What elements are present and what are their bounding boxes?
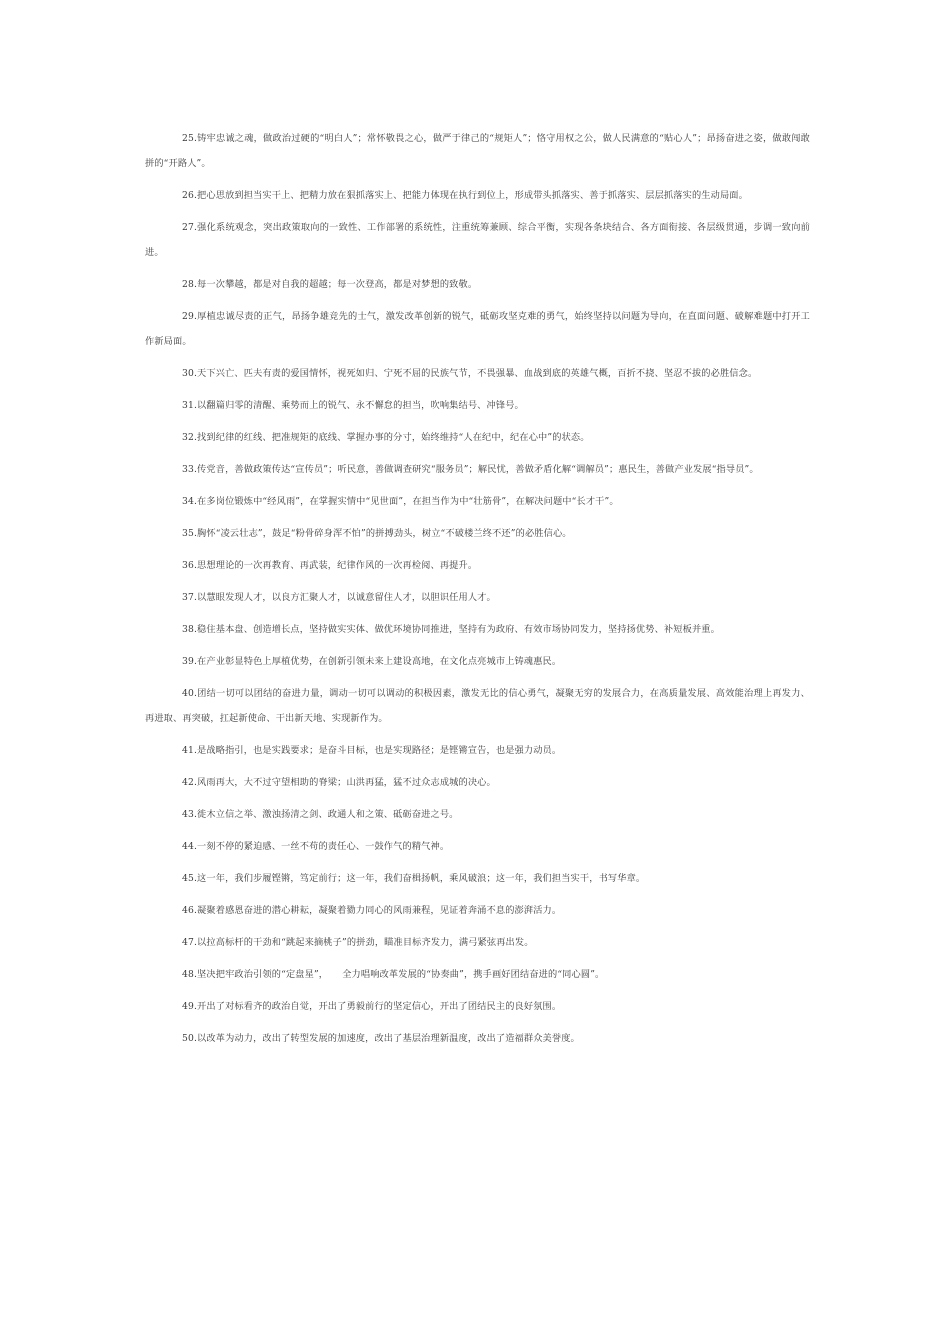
paragraph-32: 32.找到纪律的红线、把准规矩的底线、掌握办事的分寸，始终维持“人在纪中，纪在心中”的状态。	[182, 432, 590, 443]
paragraph-26: 26.把心思放到担当实干上、把精力放在狠抓落实上、把能力体现在执行到位上，形成带头抓落实、善于抓落实、层层抓落实的生动局面。	[182, 190, 748, 201]
paragraph-31: 31.以翻篇归零的清醒、乘势而上的锐气、永不懈怠的担当，吹响集结号、冲锋号。	[182, 400, 524, 411]
paragraph-35: 35.胸怀“凌云壮志”，鼓足“粉骨碎身浑不怕”的拼搏劲头，树立“不破楼兰终不还”的必胜信心。	[182, 528, 572, 539]
paragraph-46: 46.凝聚着感恩奋进的潜心耕耘，凝聚着勠力同心的风雨兼程，见证着奔涌不息的澎湃活力。	[182, 905, 562, 916]
paragraph-43: 43.徙木立信之举、激浊扬清之剑、政通人和之策、砥砺奋进之号。	[182, 809, 459, 820]
paragraph-29: 29.厚植忠诚尽责的正气，昂扬争雄竞先的士气，激发改革创新的锐气，砥砺攻坚克难的勇气，始终坚持以问题为导向，在直面问题、破解难题中打开工作新局面。	[145, 311, 810, 347]
paragraph-34: 34.在多岗位锻炼中“经风雨”，在掌握实情中“见世面”，在担当作为中“壮筋骨”，在解决问题中“长才干”。	[182, 496, 619, 507]
paragraph-39: 39.在产业彰显特色上厚植优势，在创新引领未来上建设高地，在文化点亮城市上铸魂惠民。	[182, 656, 562, 667]
paragraph-25: 25.铸牢忠诚之魂，做政治过硬的“明白人”；常怀敬畏之心，做严于律己的“规矩人”；恪守用权之公，做人民满意的“贴心人”；昂扬奋进之姿，做敢闯敢拼的“开路人”。	[145, 133, 810, 169]
paragraph-41: 41.是战略指引，也是实践要求；是奋斗目标，也是实现路径；是铿锵宣告，也是强力动员。	[182, 745, 562, 756]
document-body	[145, 126, 810, 1058]
paragraph-50: 50.以改革为动力，改出了转型发展的加速度，改出了基层治理新温度，改出了造福群众美誉度。	[182, 1033, 580, 1044]
paragraph-38: 38.稳住基本盘、创造增长点，坚持做实实体、做优环境协同推进，坚持有为政府、有效市场协同发力，坚持扬优势、补短板并重。	[182, 624, 720, 635]
paragraph-28: 28.每一次攀越，都是对自我的超越；每一次登高，都是对梦想的致敬。	[182, 279, 478, 290]
paragraph-44: 44.一刻不停的紧迫感、一丝不苟的责任心、一鼓作气的精气神。	[182, 841, 450, 852]
paragraph-45: 45.这一年，我们步履铿锵，笃定前行；这一年，我们奋楫扬帆，乘风破浪；这一年，我们担当实干，书写华章。	[182, 873, 646, 884]
paragraph-37: 37.以慧眼发现人才，以良方汇聚人才，以诚意留住人才，以胆识任用人才。	[182, 592, 496, 603]
paragraph-40: 40.团结一切可以团结的奋进力量，调动一切可以调动的积极因素，激发无比的信心勇气，凝聚无穷的发展合力，在高质量发展、高效能治理上再发力、再进取、再突破，扛起新使命、干出新天地、实现新作为。	[145, 688, 810, 724]
paragraph-36: 36.思想理论的一次再教育、再武装，纪律作风的一次再检阅、再提升。	[182, 560, 478, 571]
paragraph-33: 33.传党音，善做政策传达“宣传员”；听民意，善做调查研究“服务员”；解民忧，善做矛盾化解“调解员”；惠民生，善做产业发展“指导员”。	[182, 464, 759, 475]
paragraph-42: 42.风雨再大，大不过守望相助的脊梁；山洪再猛，猛不过众志成城的决心。	[182, 777, 496, 788]
paragraph-27: 27.强化系统观念，突出政策取向的一致性、工作部署的系统性，注重统筹兼顾、综合平衡，实现各条块结合、各方面衔接、各层级贯通，步调一致向前进。	[145, 222, 810, 258]
paragraph-49: 49.开出了对标看齐的政治自觉，开出了勇毅前行的坚定信心，开出了团结民主的良好氛围。	[182, 1001, 562, 1012]
paragraph-47: 47.以拉高标杆的干劲和“跳起来摘桃子”的拼劲，瞄准目标齐发力，满弓紧弦再出发。	[182, 937, 534, 948]
paragraph-30: 30.天下兴亡、匹夫有责的爱国情怀，视死如归、宁死不屈的民族气节，不畏强暴、血战到底的英雄气概，百折不挠、坚忍不拔的必胜信念。	[182, 368, 758, 379]
paragraph-48: 48.坚决把牢政治引领的“定盘星”， 全力唱响改革发展的“协奏曲”，携手画好团结奋进的“同心圆”。	[182, 969, 605, 980]
